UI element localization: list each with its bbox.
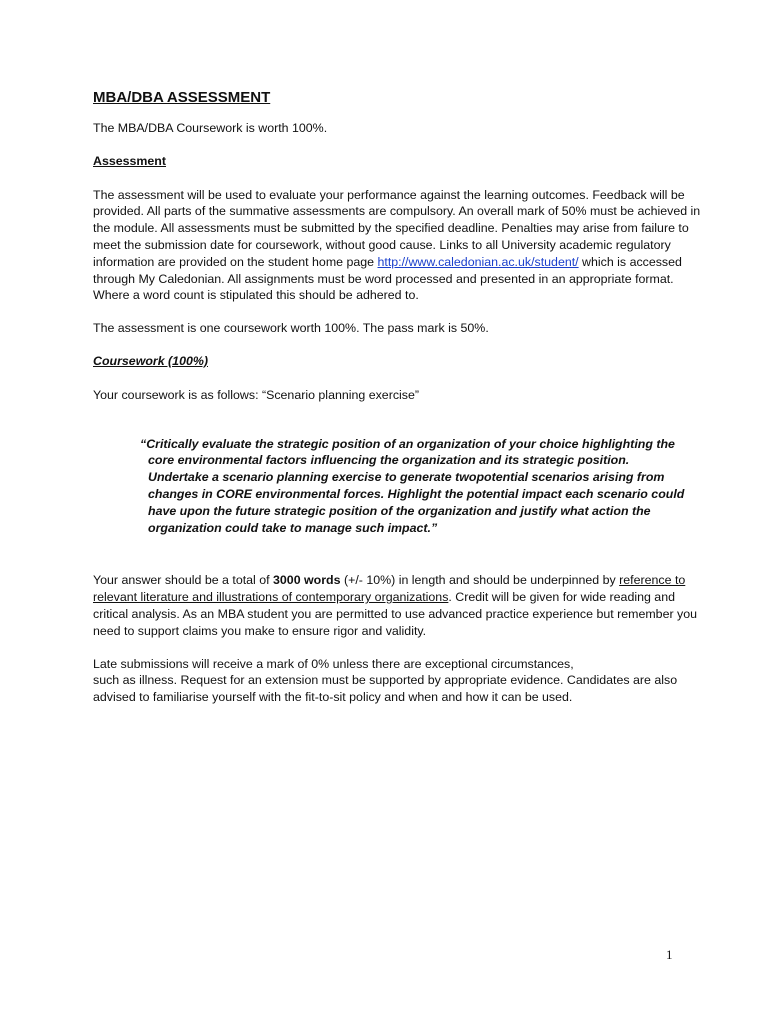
- answer-text-3: . Credit will be given for wide reading and critical analysis. As an MBA student you are permitted to use advanced practice experience but remember you need to support claims you make to ensure rigor and validity.: [93, 590, 698, 638]
- assessment-text-after-link: which is accessed through My Caledonian. All assignments must be word processed and presented in an appropriate format. Where a word count is stipulated this should be adhered to.: [93, 254, 682, 303]
- answer-text-1: Your answer should be a total of: [93, 573, 274, 588]
- late-submission-line-1: Late submissions will receive a mark of 0% unless there are exceptional circumstances,: [93, 656, 574, 671]
- pass-mark-paragraph: The assessment is one coursework worth 100%. The pass mark is 50%.: [93, 321, 489, 336]
- assessment-heading: Assessment: [93, 153, 167, 168]
- caledonian-student-link[interactable]: http://www.caledonian.ac.uk/student/: [377, 254, 579, 269]
- intro-paragraph: The MBA/DBA Coursework is worth 100%.: [93, 121, 328, 135]
- coursework-quote: “Critically evaluate the strategic position of an organization of your choice highlighting the core environmental factors influencing the organization and its strategic position. Undertake a scenario planning exercise to generate twopotential scenarios arising from changes in CORE environmental forces. Highlight the potential impact each scenario could have upon the future strategic position of the organization and justify what action the organization could take to manage such impact.”: [140, 436, 685, 535]
- late-submission-line-2: such as illness. Request for an extension must be supported by appropriate evidence. Candidates are also advised to familiarise yourself with the fit-to-sit policy and when and how it can be used.: [93, 673, 678, 705]
- word-count: 3000 words: [273, 573, 341, 588]
- assessment-paragraph: [93, 187, 703, 305]
- assessment-text-before-link: The assessment will be used to evaluate your performance against the learning outcomes. Feedback will be provided. All parts of the summative assessments are compulsory. An overall mark of 50% must be achieved in the module. All assessments must be submitted by the specified deadline. Penalties may arise from failure to meet the submission date for coursework, without good cause. Links to all University academic regulatory information are provided on the student home page: [93, 187, 701, 269]
- page-number: 1: [666, 947, 673, 962]
- coursework-heading: Coursework (100%): [93, 353, 208, 368]
- answer-paragraph: [93, 572, 703, 639]
- document-body: [93, 88, 703, 706]
- answer-underlined-text: reference to relevant literature and illustrations of contemporary organizations: [93, 573, 686, 605]
- page-title: MBA/DBA ASSESSMENT: [93, 89, 271, 106]
- answer-text-2: (+/- 10%) in length and should be underpinned by: [340, 573, 620, 588]
- coursework-intro: Your coursework is as follows: “Scenario planning exercise”: [93, 387, 419, 402]
